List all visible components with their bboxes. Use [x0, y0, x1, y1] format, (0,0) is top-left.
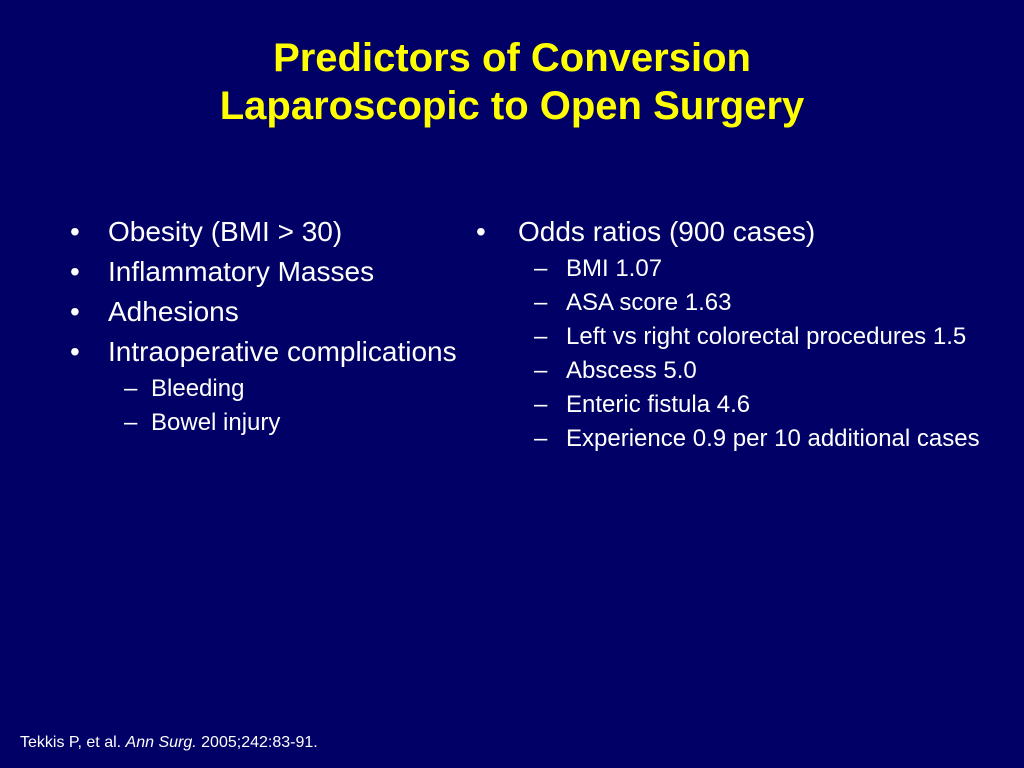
sub-list-item-label: BMI 1.07	[566, 255, 663, 282]
sub-list-item	[518, 388, 1006, 422]
citation-authors: Tekkis P, et al.	[20, 734, 122, 751]
citation-journal: Ann Surg.	[125, 734, 197, 751]
sub-list-item	[108, 372, 460, 406]
slide-title	[0, 34, 1024, 130]
dash-icon: –	[124, 409, 138, 436]
dash-icon: –	[534, 255, 548, 282]
bullet-icon: •	[70, 256, 80, 287]
sub-list-item-label: ASA score 1.63	[566, 289, 732, 316]
sub-list-item	[518, 422, 1006, 456]
sub-list-item-label: Left vs right colorectal procedures 1.5	[566, 323, 967, 350]
right-bullet-list	[476, 212, 1006, 456]
citation-details: 2005;242:83-91.	[201, 734, 318, 751]
title-line-1: Predictors of Conversion	[273, 36, 751, 80]
sub-list-item-label: Enteric fistula 4.6	[566, 391, 751, 418]
sub-list-item	[108, 406, 460, 440]
title-line-2: Laparoscopic to Open Surgery	[219, 84, 805, 128]
sub-list-item-label: Bowel injury	[151, 409, 281, 436]
bullet-icon: •	[70, 296, 80, 327]
bullet-icon: •	[476, 216, 486, 247]
dash-icon: –	[534, 357, 548, 384]
list-item	[70, 292, 460, 332]
left-column	[70, 212, 460, 440]
dash-icon: –	[534, 289, 548, 316]
list-item	[70, 332, 460, 440]
dash-icon: –	[534, 425, 548, 452]
dash-icon: –	[124, 375, 138, 402]
sub-list	[108, 372, 460, 440]
sub-list	[518, 252, 1006, 456]
list-item-label: Obesity (BMI > 30)	[108, 216, 343, 247]
sub-list-item	[518, 252, 1006, 286]
bullet-icon: •	[70, 336, 80, 367]
sub-list-item	[518, 354, 1006, 388]
sub-list-item-label: Experience 0.9 per 10 additional cases	[566, 425, 980, 452]
list-item-label: Adhesions	[108, 296, 239, 327]
list-item	[70, 212, 460, 252]
sub-list-item-label: Abscess 5.0	[566, 357, 697, 384]
bullet-icon: •	[70, 216, 80, 247]
sub-list-item	[518, 286, 1006, 320]
right-column	[476, 212, 1006, 456]
list-item-label: Odds ratios (900 cases)	[518, 216, 816, 247]
sub-list-item-label: Bleeding	[151, 375, 245, 402]
dash-icon: –	[534, 323, 548, 350]
citation	[20, 733, 318, 753]
list-item	[70, 252, 460, 292]
list-item-label: Intraoperative complications	[108, 336, 457, 367]
left-bullet-list	[70, 212, 460, 440]
list-item-label: Inflammatory Masses	[108, 256, 375, 287]
sub-list-item	[518, 320, 1006, 354]
list-item	[476, 212, 1006, 456]
dash-icon: –	[534, 391, 548, 418]
